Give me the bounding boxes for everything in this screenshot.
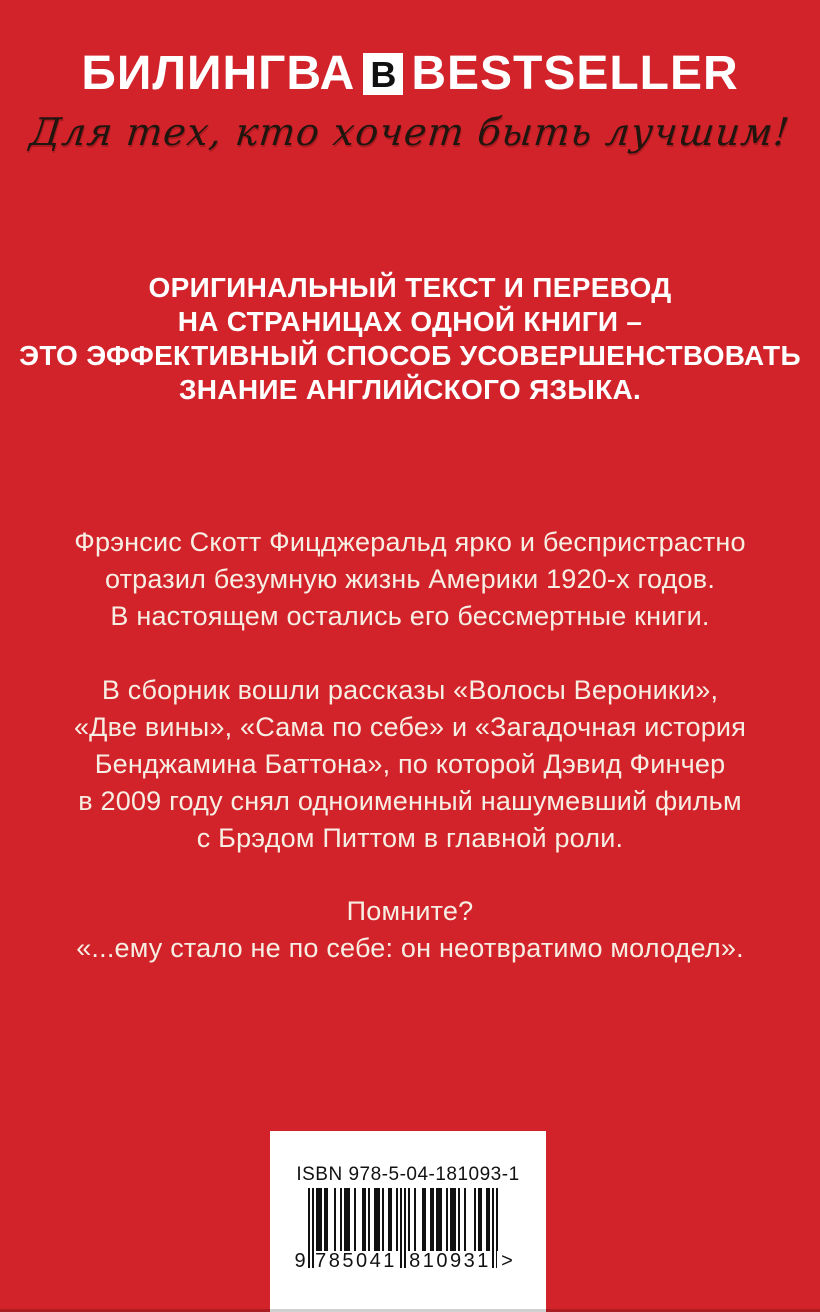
barcode-trailing-char: > [497,1251,517,1271]
annotation-paragraph-quote [0,893,820,967]
annotation-paragraph-contents [0,672,820,857]
annotation-line: «...ему стало не по себе: он неотвратимо молодел». [76,933,744,963]
letter-b-badge-icon [363,53,403,95]
annotation-line: отразил безумную жизнь Америки 1920-х годов. [104,564,716,594]
barcode-digits-left: 785041 [315,1250,397,1272]
annotation-line: В сборник вошли рассказы «Волосы Вероники», [101,675,719,705]
isbn-label: ISBN 978-5-04-181093-1 [296,1164,520,1185]
annotation-line: Фрэнсис Скотт Фицджеральд ярко и беспристрастно [74,527,746,557]
annotation-line: «Две вины», «Сама по себе» и «Загадочная история [73,712,747,742]
annotation-paragraph-author [0,524,820,635]
isbn-barcode-box [270,1131,546,1312]
headline-line: НА СТРАНИЦАХ ОДНОЙ КНИГИ – [177,306,643,337]
ean13-barcode [292,1188,524,1272]
annotation-line: с Брэдом Питтом в главной роли. [196,823,624,853]
annotation-line: в 2009 году снял одноименный нашумевший фильм [78,786,742,816]
headline-block [0,271,820,407]
headline-line: ЗНАНИЕ АНГЛИЙСКОГО ЯЗЫКА. [178,374,642,405]
headline-line: ОРИГИНАЛЬНЫЙ ТЕКСТ И ПЕРЕВОД [148,272,672,303]
annotation-line: Помните? [346,896,474,926]
headline-line: ЭТО ЭФФЕКТИВНЫЙ СПОСОБ УСОВЕРШЕНСТВОВАТЬ [19,340,801,371]
letter-badge-letter: В [370,53,397,95]
annotation-line: В настоящем остались его бессмертные книги. [110,601,710,631]
barcode-digit-first: 9 [292,1251,308,1271]
series-name-bilingua: БИЛИНГВА [81,47,356,100]
annotation-line: Бенджамина Баттона», по которой Дэвид Финчер [94,749,726,779]
barcode-digits-right: 810931 [409,1250,491,1272]
series-name-bestseller: BESTSELLER [411,47,739,100]
series-tagline: Для тех, кто хочет быть лучшим! [27,110,793,154]
series-logo [0,47,820,100]
